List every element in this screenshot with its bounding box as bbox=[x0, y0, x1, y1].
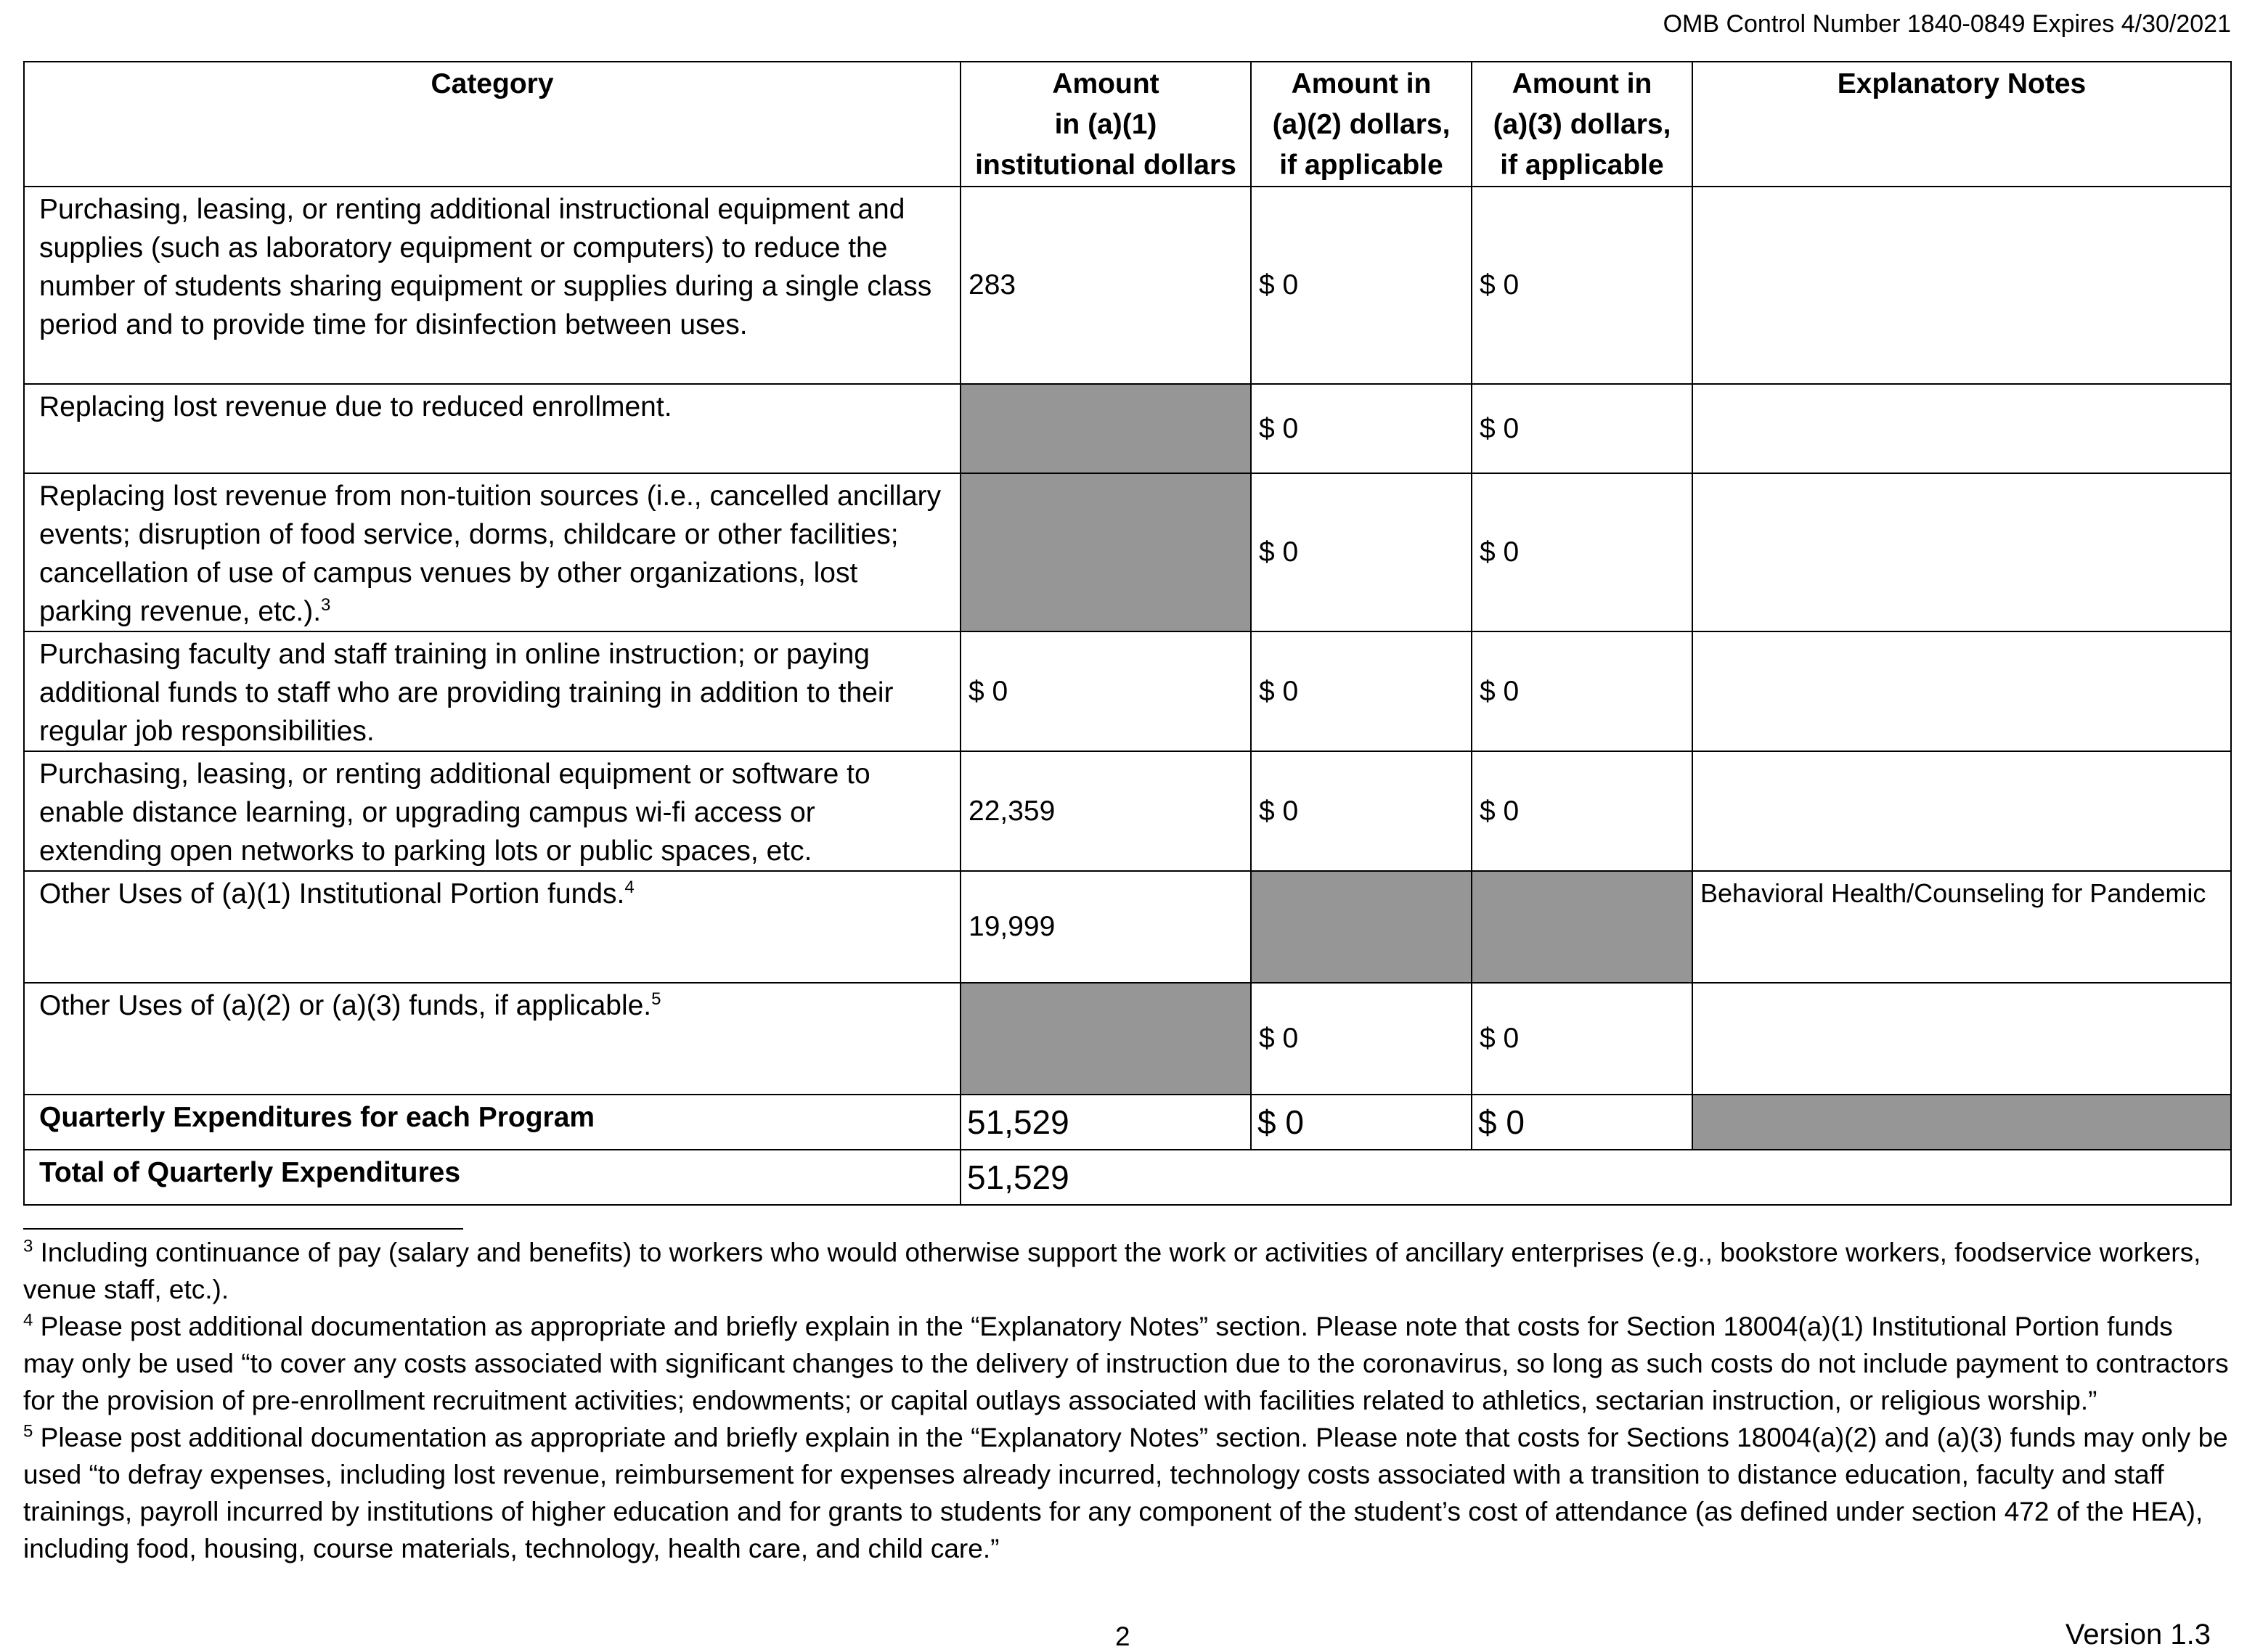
row-a3: $ 0 bbox=[1472, 384, 1692, 473]
page-number: 2 bbox=[1115, 1622, 1130, 1651]
quarterly-label: Quarterly Expenditures for each Program bbox=[24, 1095, 961, 1150]
row-category: Purchasing faculty and staff training in online instruction; or paying additional funds to staff who are providing training in addition to their regular job responsibilities. bbox=[24, 631, 961, 751]
row-notes bbox=[1692, 473, 2231, 631]
header-a1: Amount in (a)(1) institutional dollars bbox=[961, 62, 1251, 187]
table-row bbox=[24, 187, 2231, 384]
header-a3: Amount in (a)(3) dollars, if applicable bbox=[1472, 62, 1692, 187]
row-notes bbox=[1692, 631, 2231, 751]
row-category: Purchasing, leasing, or renting additional instructional equipment and supplies (such as laboratory equipment or computers) to reduce the number of students sharing equipment or supplies during a single class period and to provide time for disinfection between uses. bbox=[24, 187, 961, 384]
row-a3: $ 0 bbox=[1472, 751, 1692, 871]
row-a2: $ 0 bbox=[1251, 631, 1472, 751]
row-notes bbox=[1692, 983, 2231, 1095]
header-notes: Explanatory Notes bbox=[1692, 62, 2231, 187]
expenditure-table bbox=[23, 61, 2232, 1206]
row-a3: $ 0 bbox=[1472, 473, 1692, 631]
table-header-row bbox=[24, 62, 2231, 187]
header-a2: Amount in (a)(2) dollars, if applicable bbox=[1251, 62, 1472, 187]
shaded-cell bbox=[961, 384, 1251, 473]
footnote-3: $^3$ Including continuance of pay (salary and benefits) to workers who would otherwise support the work or activities of ancillary enterprises (e.g., bookstore workers, foodservice workers, venue staff, etc.). bbox=[23, 1236, 2201, 1304]
table-row bbox=[24, 631, 2231, 751]
footnote-rule bbox=[23, 1228, 463, 1230]
footnote-ref: 3 bbox=[321, 595, 331, 615]
row-a2: $ 0 bbox=[1251, 384, 1472, 473]
footnotes bbox=[23, 1234, 2230, 1567]
row-a2: $ 0 bbox=[1251, 983, 1472, 1095]
footnote-ref: 5 bbox=[651, 989, 661, 1009]
row-a1: 19,999 bbox=[961, 871, 1251, 983]
row-a3: $ 0 bbox=[1472, 631, 1692, 751]
table-row bbox=[24, 983, 2231, 1095]
table-row bbox=[24, 751, 2231, 871]
quarterly-a1: 51,529 bbox=[961, 1095, 1251, 1150]
row-a2: $ 0 bbox=[1251, 187, 1472, 384]
header-category: Category bbox=[24, 62, 961, 187]
table-row bbox=[24, 871, 2231, 983]
shaded-cell bbox=[961, 473, 1251, 631]
footnote-4: $^4$ Please post additional documentation as appropriate and briefly explain in the “Explanatory Notes” section. Please note that costs for Section 18004(a)(1) Institutional Portion funds may only be used “to cover any costs associated with significant changes to the delivery of instruction due to the coronavirus, so long as such costs do not include payment to contractors for the provision of pre-enrollment recruitment activities; endowments; or capital outlays associated with facilities related to athletics, sectarian instruction, or religious worship.” bbox=[23, 1310, 2229, 1415]
row-category: Replacing lost revenue from non-tuition sources (i.e., cancelled ancillary events; disruption of food service, dorms, childcare or other facilities; cancellation of use of campus venues by other organizations, lost parking revenue, etc.).$^3$ bbox=[24, 473, 961, 631]
row-category: Other Uses of (a)(1) Institutional Portion funds.$^4$ bbox=[24, 871, 961, 983]
row-notes bbox=[1692, 187, 2231, 384]
shaded-cell bbox=[1251, 871, 1472, 983]
shaded-cell bbox=[1472, 871, 1692, 983]
row-notes bbox=[1692, 384, 2231, 473]
shaded-cell bbox=[961, 983, 1251, 1095]
row-category: Replacing lost revenue due to reduced enrollment. bbox=[24, 384, 961, 473]
total-row bbox=[24, 1150, 2231, 1205]
row-category: Other Uses of (a)(2) or (a)(3) funds, if applicable.$^5$ bbox=[24, 983, 961, 1095]
footnote-5: $^5$ Please post additional documentation as appropriate and briefly explain in the “Explanatory Notes” section. Please note that costs for Sections 18004(a)(2) and (a)(3) funds may only be used “to defray expenses, including lost revenue, reimbursement for expenses already incurred, technology costs associated with a transition to distance education, faculty and staff trainings, payroll incurred by institutions of higher education and for grants to students for any component of the student’s cost of attendance (as defined under section 472 of the HEA), including food, housing, course materials, technology, health care, and child care.” bbox=[23, 1421, 2228, 1563]
row-a1: 22,359 bbox=[961, 751, 1251, 871]
table-row bbox=[24, 384, 2231, 473]
row-a2: $ 0 bbox=[1251, 751, 1472, 871]
quarterly-a3: $ 0 bbox=[1472, 1095, 1692, 1150]
omb-control-number: OMB Control Number 1840-0849 Expires 4/30/2021 bbox=[1663, 10, 2231, 38]
row-notes bbox=[1692, 751, 2231, 871]
version-label: Version 1.3 bbox=[2065, 1619, 2211, 1651]
quarterly-row bbox=[24, 1095, 2231, 1150]
total-a1: 51,529 bbox=[961, 1150, 2231, 1205]
shaded-cell bbox=[1692, 1095, 2231, 1150]
row-a3: $ 0 bbox=[1472, 983, 1692, 1095]
footnote-ref: 4 bbox=[624, 878, 635, 897]
quarterly-a2: $ 0 bbox=[1251, 1095, 1472, 1150]
row-a2: $ 0 bbox=[1251, 473, 1472, 631]
row-a1: 283 bbox=[961, 187, 1251, 384]
row-a3: $ 0 bbox=[1472, 187, 1692, 384]
row-notes: Behavioral Health/Counseling for Pandemic bbox=[1692, 871, 2231, 983]
table-row bbox=[24, 473, 2231, 631]
row-category: Purchasing, leasing, or renting additional equipment or software to enable distance learning, or upgrading campus wi-fi access or extending open networks to parking lots or public spaces, etc. bbox=[24, 751, 961, 871]
total-label: Total of Quarterly Expenditures bbox=[24, 1150, 961, 1205]
row-a1: $ 0 bbox=[961, 631, 1251, 751]
